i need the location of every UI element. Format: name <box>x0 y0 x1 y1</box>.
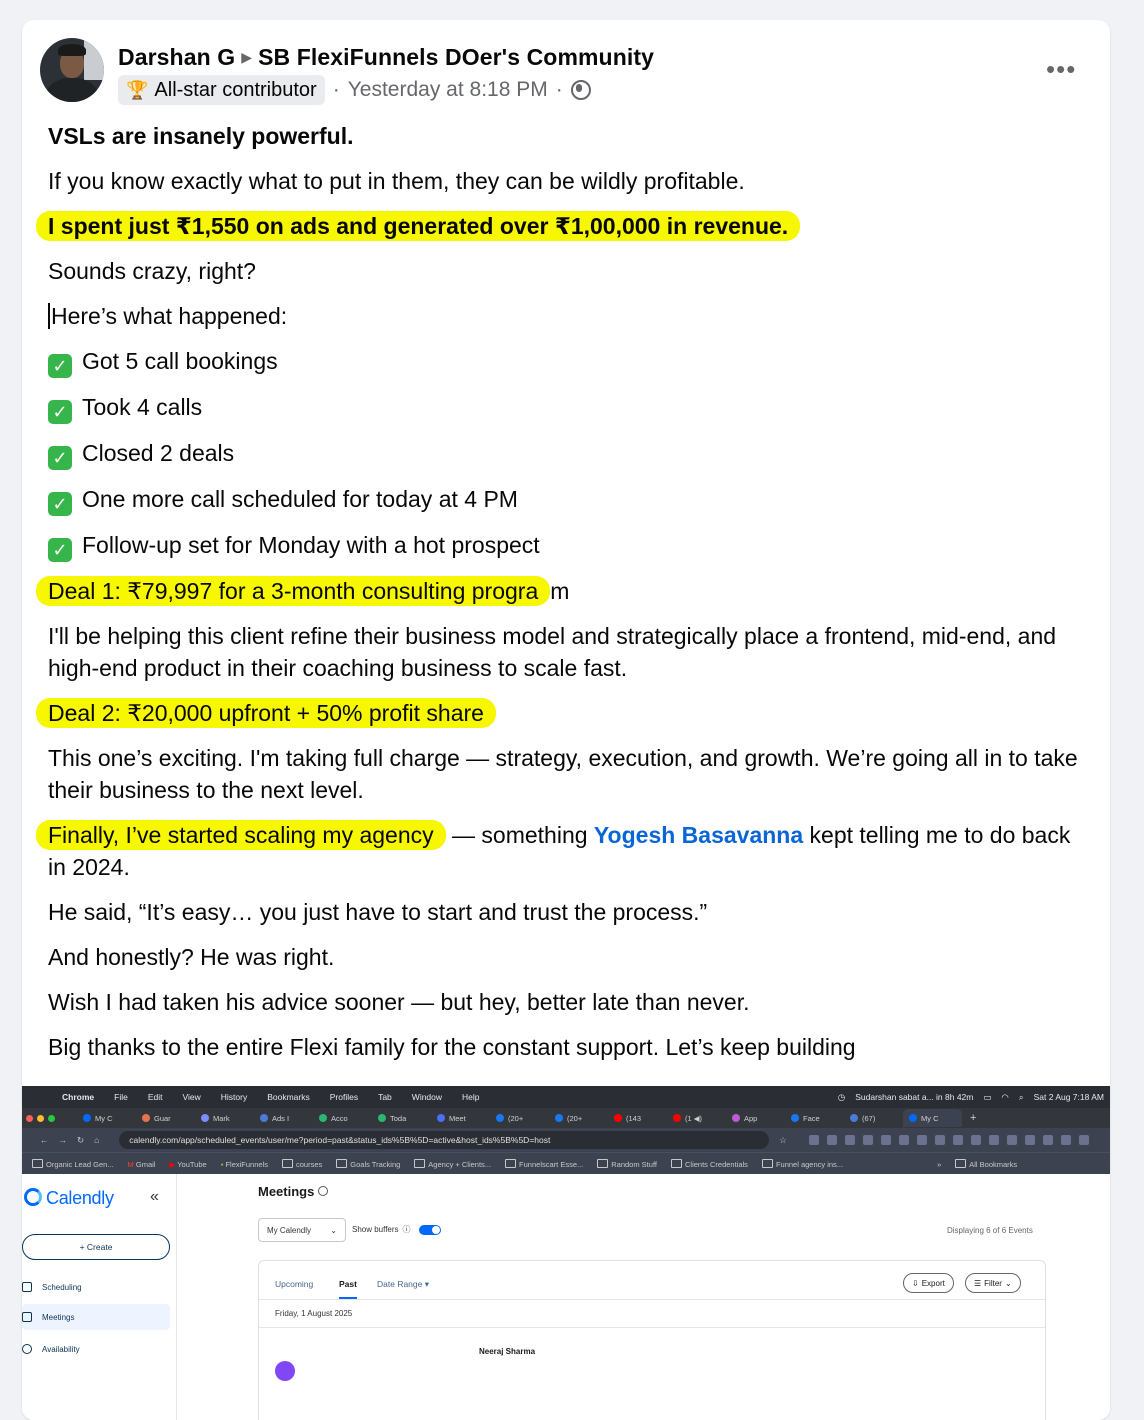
bookmark[interactable]: M Gmail <box>127 1159 156 1169</box>
address-bar-row <box>22 1128 1110 1152</box>
checklist-text: Took 4 calls <box>82 394 203 420</box>
badge-label: All-star contributor <box>154 78 317 101</box>
post-paragraph: If you know exactly what to put in them, they can be wildly profitable. <box>48 168 745 194</box>
meta-separator: · <box>332 78 340 101</box>
bookmark[interactable]: Agency + Clients... <box>414 1159 491 1169</box>
info-icon: ⓘ <box>402 1225 411 1234</box>
post-timestamp[interactable]: Yesterday at 8:18 PM <box>347 78 548 101</box>
extension-icons <box>809 1135 1089 1145</box>
new-tab-icon[interactable]: + <box>970 1112 977 1124</box>
forward-icon[interactable]: → <box>58 1135 67 1145</box>
calendly-logo[interactable]: Calendly <box>24 1188 114 1209</box>
filter-icon: ☰ <box>974 1278 982 1288</box>
filter-button[interactable]: ☰ Filter ⌄ <box>965 1273 1021 1293</box>
menu-item: Edit <box>147 1092 163 1102</box>
group-name[interactable]: SB FlexiFunnels DOer's Community <box>258 44 655 70</box>
bookmark[interactable]: Organic Lead Gen... <box>32 1159 114 1169</box>
show-buffers: Show buffers ⓘ <box>352 1224 441 1235</box>
post-paragraph: Wish I had taken his advice sooner — but hey, better late than never. <box>48 989 750 1015</box>
browser-tab[interactable]: Guar <box>136 1114 195 1123</box>
collapse-sidebar-icon[interactable]: « <box>150 1188 159 1205</box>
buffers-toggle[interactable] <box>419 1225 441 1235</box>
post-paragraph: He said, “It’s easy… you just have to start and trust the process.” <box>48 899 708 925</box>
browser-tab-active[interactable]: My C <box>903 1109 962 1127</box>
window-controls <box>26 1115 55 1122</box>
datetime: Sat 2 Aug 7:18 AM <box>1033 1092 1104 1102</box>
battery-icon: ▭ <box>983 1091 992 1102</box>
bookmark[interactable]: Funnelscart Esse... <box>505 1159 583 1169</box>
checklist-text: Got 5 call bookings <box>82 348 278 374</box>
menu-item: View <box>182 1092 201 1102</box>
globe-icon[interactable] <box>571 80 591 100</box>
contributor-badge[interactable] <box>118 75 325 105</box>
author-name[interactable]: Darshan G <box>118 44 236 70</box>
page-title: Meetings <box>258 1184 328 1199</box>
checklist-item <box>48 345 1088 378</box>
checklist-text: Closed 2 deals <box>82 440 235 466</box>
checklist-item <box>48 391 1088 424</box>
bookmark[interactable]: courses <box>282 1159 322 1169</box>
browser-tabstrip <box>22 1108 1110 1128</box>
export-button[interactable]: ⇩ Export <box>903 1273 954 1293</box>
deal-2-heading <box>48 697 1088 729</box>
deal-1-rest: m <box>550 578 570 604</box>
menu-item: Chrome <box>62 1092 95 1102</box>
link-icon <box>22 1282 32 1292</box>
caret-right-icon: ▶ <box>241 49 253 65</box>
checklist-item <box>48 529 1088 562</box>
tab-date-range[interactable]: Date Range ▾ <box>377 1279 429 1289</box>
menu-item: Window <box>411 1092 443 1102</box>
nav-meetings[interactable]: Meetings <box>22 1304 170 1330</box>
back-icon[interactable]: ← <box>40 1135 49 1145</box>
post-paragraph <box>48 300 1088 332</box>
divider <box>259 1299 1045 1300</box>
highlighted-text: Deal 1: ₹79,997 for a 3-month consulting progra <box>36 576 550 606</box>
attached-screenshot[interactable] <box>22 1086 1110 1420</box>
browser-tab[interactable]: App <box>726 1114 785 1123</box>
tab-upcoming[interactable]: Upcoming <box>275 1279 314 1289</box>
bookmark[interactable]: Goals Tracking <box>336 1159 400 1169</box>
menu-item: Bookmarks <box>267 1092 310 1102</box>
post-paragraph: This one’s exciting. I'm taking full charge — strategy, execution, and growth. We’re going all in to take their business to the next level. <box>48 745 1078 803</box>
create-button[interactable]: + Create <box>22 1234 170 1260</box>
chevron-down-icon: ⌄ <box>1004 1278 1012 1288</box>
bookmarks-bar <box>22 1152 1110 1175</box>
post-paragraph: VSLs are insanely powerful. <box>48 123 354 149</box>
post-card <box>22 20 1110 1420</box>
check-mark-icon: ✓ <box>48 354 72 378</box>
clock-icon <box>22 1344 32 1354</box>
menu-item: History <box>220 1092 248 1102</box>
bookmark[interactable]: Funnel agency ins... <box>762 1159 843 1169</box>
all-bookmarks[interactable]: All Bookmarks <box>955 1159 1017 1169</box>
post-paragraph: And honestly? He was right. <box>48 944 335 970</box>
nav-availability[interactable]: Availability <box>22 1336 170 1362</box>
clock-icon: ◷ <box>837 1091 846 1102</box>
browser-tab[interactable]: Ads I <box>254 1114 313 1123</box>
export-icon: ⇩ <box>912 1278 919 1288</box>
deal-1-heading <box>48 575 1088 607</box>
post-meta <box>118 75 591 105</box>
bookmark[interactable]: Clients Credentials <box>671 1159 748 1169</box>
post-paragraph: I'll be helping this client refine their business model and strategically place a frontend, mid-end, and high-end product in their coaching business to scale fast. <box>48 623 1057 681</box>
event-color-dot <box>275 1361 295 1381</box>
bookmarks-overflow-icon[interactable]: » <box>937 1159 942 1169</box>
chevron-down-icon: ⌄ <box>330 1225 337 1235</box>
check-mark-icon: ✓ <box>48 446 72 470</box>
search-icon: ⌕ <box>1018 1091 1024 1102</box>
divider <box>259 1327 1045 1328</box>
browser-tab[interactable]: My C <box>77 1114 136 1123</box>
scaling-text: — something <box>445 822 594 848</box>
bookmark[interactable]: Random Stuff <box>597 1159 657 1169</box>
highlighted-text: I spent just ₹1,550 on ads and generated over ₹1,00,000 in revenue. <box>36 211 800 241</box>
post-paragraph: Sounds crazy, right? <box>48 258 256 284</box>
check-mark-icon: ✓ <box>48 538 72 562</box>
menu-item: Tab <box>378 1092 392 1102</box>
post-paragraph: Big thanks to the entire Flexi family for the constant support. Let’s keep building <box>48 1034 856 1060</box>
status-text: Sudarshan sabat a... in 8h 42m <box>855 1092 974 1102</box>
text-cursor <box>48 303 50 329</box>
mac-menubar <box>22 1086 1110 1108</box>
meetings-panel <box>258 1260 1046 1420</box>
url-input[interactable] <box>119 1131 769 1149</box>
reload-icon[interactable]: ↻ <box>77 1134 85 1145</box>
calendar-select[interactable]: My Calendly ⌄ <box>258 1218 346 1242</box>
trophy-icon: 🏆 <box>126 79 149 100</box>
home-icon[interactable]: ⌂ <box>94 1135 100 1145</box>
browser-tab[interactable]: Meet <box>431 1114 490 1123</box>
help-icon[interactable] <box>318 1186 328 1196</box>
bookmark[interactable]: ▪ FlexiFunnels <box>220 1159 268 1169</box>
highlighted-text: Finally, I’ve started scaling my agency <box>36 820 446 850</box>
menubar-status <box>838 1092 1104 1103</box>
menu-item: File <box>114 1092 128 1102</box>
post-body <box>48 120 1088 1076</box>
checklist-item <box>48 483 1088 516</box>
highlighted-text: Deal 2: ₹20,000 upfront + 50% profit share <box>36 698 496 728</box>
calendar-icon <box>22 1312 32 1322</box>
author-avatar[interactable] <box>40 38 104 102</box>
more-horizontal-icon[interactable]: ••• <box>1046 54 1077 84</box>
events-count: Displaying 6 of 6 Events <box>947 1226 1033 1235</box>
check-mark-icon: ✓ <box>48 400 72 424</box>
browser-tab[interactable]: (1 ◀) <box>667 1114 726 1123</box>
invitee-name[interactable]: Neeraj Sharma <box>479 1347 536 1356</box>
browser-tab[interactable]: (143 <box>608 1114 667 1123</box>
scaling-text-end: kept telling me to do back in 2024. <box>48 822 1071 880</box>
wifi-icon: ◠ <box>1001 1091 1009 1102</box>
bookmark[interactable]: ▶ YouTube <box>169 1159 207 1169</box>
nav-scheduling[interactable]: Scheduling <box>22 1274 170 1300</box>
check-mark-icon: ✓ <box>48 492 72 516</box>
mention-link[interactable]: Yogesh Basavanna <box>593 822 804 848</box>
checklist-item <box>48 437 1088 470</box>
browser-tab[interactable]: Acco <box>313 1114 372 1123</box>
url-text: calendly.com/app/scheduled_events/user/me?period=past&status_ids%5B%5D=active&host_ids%5B%5D=host <box>129 1135 551 1145</box>
browser-tab[interactable]: Toda <box>372 1114 431 1123</box>
checklist-text: Follow-up set for Monday with a hot prospect <box>82 532 540 558</box>
calendly-app <box>22 1174 1110 1420</box>
browser-tab[interactable]: Face <box>785 1114 844 1123</box>
tab-past[interactable]: Past <box>339 1279 357 1289</box>
browser-tab[interactable]: Mark <box>195 1114 254 1123</box>
bookmark-star-icon[interactable]: ☆ <box>779 1134 787 1145</box>
post-paragraph-text: Here’s what happened: <box>51 303 288 329</box>
scaling-paragraph <box>48 819 1088 883</box>
meta-separator-2: · <box>555 78 563 101</box>
menu-item: Profiles <box>329 1092 359 1102</box>
menu-item: Help <box>462 1092 480 1102</box>
browser-tab[interactable]: (20+ <box>490 1114 549 1123</box>
browser-tab[interactable]: (20+ <box>549 1114 608 1123</box>
date-heading: Friday, 1 August 2025 <box>275 1309 353 1318</box>
checklist-text: One more call scheduled for today at 4 PM <box>82 486 518 512</box>
post-header <box>118 44 654 71</box>
browser-tab[interactable]: (67) <box>844 1114 903 1123</box>
calendly-sidebar <box>22 1174 177 1420</box>
